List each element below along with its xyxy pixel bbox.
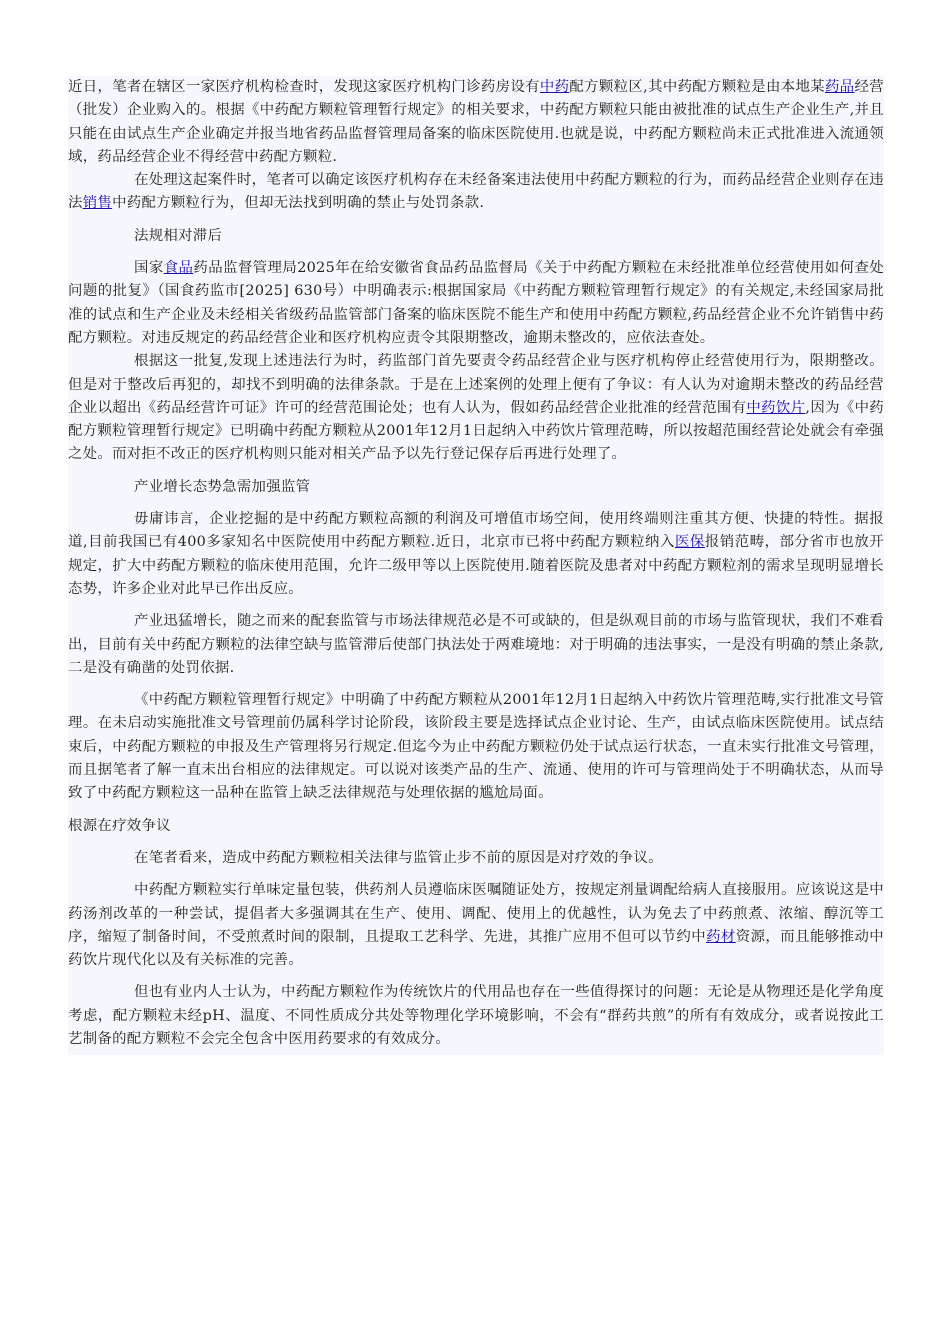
text: 国家: [134, 260, 164, 277]
text: 在处理这起案件时，笔者可以确定该医疗机构存在未经备案违法使用中药配方颗粒的行为，而药品经营企业则存在违法: [68, 172, 884, 212]
text: 资源，而且能够推动中药饮片现代化以及有关标准的完善。: [68, 928, 884, 969]
section-heading-efficacy: 根源在疗效争议: [68, 817, 171, 834]
text: 配方颗粒区,其中药配方颗粒是由本地某: [569, 79, 826, 95]
paragraph-growth: 产业迅猛增长，随之而来的配套监管与市场法律规范必是不可或缺的，但是纵观目前的市场与监管现状，我们不难看出，目前有关中药配方颗粒的法律空缺与监管滞后使部门执法处于两难境地：对于明确的违法事实，一是没有明确的禁止条款,二是没有确凿的处罚依据.: [68, 613, 884, 676]
paragraph-case: [68, 169, 884, 216]
keyword-link-xiaoshou[interactable]: 销售: [82, 195, 113, 212]
text: 近日，笔者在辖区一家医疗机构检查时，发现这家医疗机构门诊药房设有: [68, 79, 540, 95]
paragraph-dispute: [68, 350, 884, 466]
section-heading-regulation: 法规相对滞后: [134, 227, 223, 244]
keyword-link-yaopin[interactable]: 药品: [825, 79, 855, 95]
text: 中药配方颗粒行为，但却无法找到明确的禁止与处罚条款.: [112, 195, 485, 212]
keyword-link-yibao[interactable]: 医保: [674, 534, 705, 551]
text: 毋庸讳言，企业挖掘的是中药配方颗粒高额的利润及可增值市场空间，使用终端则注重其方便、快捷的特性。据报道,目前我国已有400多家知名中医院使用中药配方颗粒.近日，北京市已将中药配方颗粒纳入: [68, 511, 884, 551]
paragraph-concerns: 但也有业内人士认为，中药配方颗粒作为传统饮片的代用品也存在一些值得探讨的问题：无论是从物理还是化学角度考虑，配方颗粒未经pH、温度、不同性质成分共处等物理化学环境影响，不会有“群药共煎”的所有有效成分，或者说按此工艺制备的配方颗粒不会完全包含中医用药要求的有效成分。: [68, 984, 884, 1047]
section-heading-industry: 产业增长态势急需加强监管: [134, 478, 311, 495]
text: 药品监督管理局2025年在给安徽省食品药品监督局《关于中药配方颗粒在未经批准单位经营使用如何查处问题的批复》（国食药监市[2025] 630号）中明确表示:根据国家局《中药配方颗粒管理暂行规定》的有关规定,未经国家局批准的试点和生产企业及未经相关省级药品监管部门备案的临床医院不能生产和使用中药配方颗粒,药品经营企业不允许销售中药配方颗粒。对违反规定的药品经营企业和医疗机构应责令其限期整改，逾期未整改的，应依法查处。: [68, 260, 885, 346]
keyword-link-zhongyao-yinpian[interactable]: 中药饮片: [746, 399, 806, 416]
keyword-link-yaocai[interactable]: 药材: [706, 928, 736, 945]
paragraph-reply: [68, 257, 884, 350]
paragraph-intro: [68, 76, 884, 169]
paragraph-cause: 在笔者看来，造成中药配方颗粒相关法律与监管止步不前的原因是对疗效的争议。: [134, 849, 663, 866]
text: 中药配方颗粒实行单味定量包装，供药剂人员遵临床医嘱随证处方，按规定剂量调配给病人直接服用。应该说这是中药汤剂改革的一种尝试，提倡者大多强调其在生产、使用、调配、使用上的优越性，认为免去了中药煎煮、浓缩、醇沉等工序，缩短了制备时间，不受煎煮时间的限制，且提取工艺科学、先进，其推广应用不但可以节约中: [68, 882, 884, 945]
paragraph-market: [68, 508, 884, 601]
paragraph-pilot: 《中药配方颗粒管理暂行规定》中明确了中药配方颗粒从2001年12月1日起纳入中药饮片管理范畴,实行批准文号管理。在未启动实施批准文号管理前仍属科学讨论阶段，该阶段主要是选择试点企业讨论、生产，由试点临床医院使用。试点结束后，中药配方颗粒的申报及生产管理将另行规定.但迄今为止中药配方颗粒仍处于试点运行状态，一直未实行批准文号管理，而且据笔者了解一直未出台相应的法律规定。可以说对该类产品的生产、流通、使用的许可与管理尚处于不明确状态，从而导致了中药配方颗粒这一品种在监管上缺乏法律规范与处理依据的尴尬局面。: [68, 692, 884, 802]
keyword-link-zhongyao[interactable]: 中药: [539, 79, 570, 95]
paragraph-advantage: [68, 879, 884, 972]
text: 报销范畴，部分省市也放开规定，扩大中药配方颗粒的临床使用范围，允许二级甲等以上医院使用.随着医院及患者对中药配方颗粒剂的需求呈现明显增长态势，许多企业对此早已作出反应。: [68, 534, 884, 597]
text: 经营（批发）企业购入的。根据《中药配方颗粒管理暂行规定》的相关要求，中药配方颗粒只能由被批准的试点生产企业生产,并且只能在由试点生产企业确定并报当地省药品监督管理局备案的临床医院使用.也就是说，中药配方颗粒尚未正式批准进入流通领域，药品经营企业不得经营中药配方颗粒.: [68, 79, 884, 165]
text: ,因为《中药配方颗粒管理暂行规定》已明确中药配方颗粒从2001年12月1日起纳入中药饮片管理范畴，所以按超范围经营论处就会有牵强之处。而对拒不改正的医疗机构则只能对相关产品予以先行登记保存后再进行处理了。: [68, 399, 885, 463]
keyword-link-shipin[interactable]: 食品: [163, 260, 194, 277]
text: 根据这一批复,发现上述违法行为时，药监部门首先要责令药品经营企业与医疗机构停止经营使用行为，限期整改。但是对于整改后再犯的，却找不到明确的法律条款。于是在上述案例的处理上便有了争议：有人认为对逾期未整改的药品经营企业以超出《药品经营许可证》许可的经营范围论处；也有人认为，假如药品经营企业批准的经营范围有: [68, 353, 884, 416]
article-body: [68, 76, 884, 1055]
